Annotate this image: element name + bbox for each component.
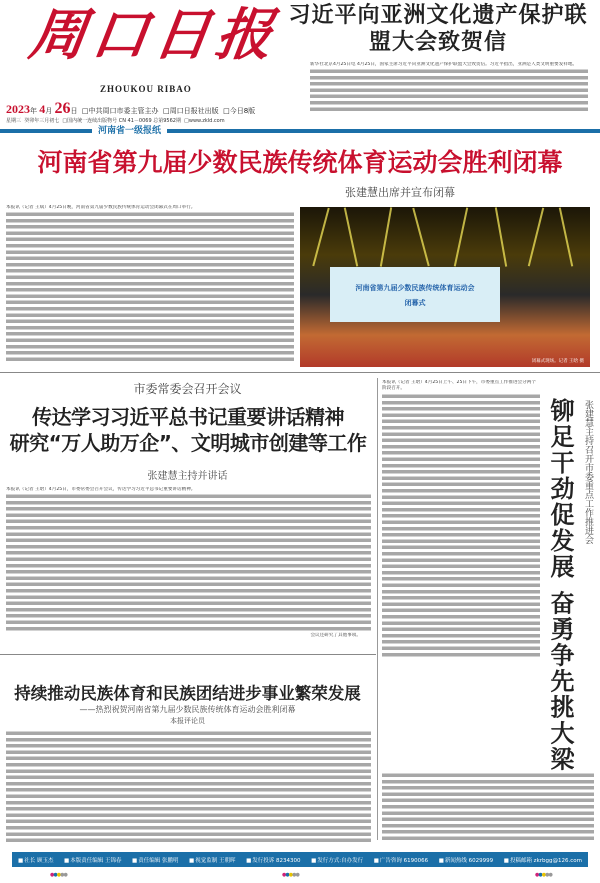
registration-mark-icon: ●●●●●: [535, 872, 552, 878]
stage-light-beam: [495, 207, 507, 266]
headline-line-2: 研究“万人助万企”、文明城市创建等工作: [9, 431, 367, 455]
year-unit: 年: [30, 107, 37, 115]
year: 2023: [6, 102, 30, 116]
top-story-body-text: 本报讯（记者 王斌）4月25日晚，河南省第九届少数民族传统体育运动会闭幕式在周口举行。: [6, 205, 196, 210]
lunar-date: 癸卯年三月初七: [24, 118, 60, 124]
stage-light-beam: [559, 207, 573, 266]
side-story-body-text: 本报讯（记者 王晗）4月25日上午、25日下午，市委重点工作推进会分两个阶段召开。: [382, 380, 536, 392]
band-label: 河南省一级报纸: [92, 126, 167, 136]
second-story-body-text: 本报讯（记者 王晗）4月25日，市委常委会召开会议，传达学习习近平总书记重要讲话精神。: [6, 487, 196, 492]
lead-headline[interactable]: 习近平向亚洲文化遗产保护联盟大会致贺信: [288, 3, 588, 55]
top-story-headline[interactable]: 河南省第九届少数民族传统体育运动会胜利闭幕: [37, 148, 563, 177]
stage-light-beam: [454, 207, 468, 266]
divider: [0, 372, 600, 373]
second-story-byline: 张建慧主持并讲话: [147, 471, 228, 482]
editorial-subheadline: ——热烈祝贺河南省第九届少数民族传统体育运动会胜利闭幕: [79, 705, 296, 714]
stage-light-beam: [344, 207, 358, 266]
screen-subtitle: 闭幕式: [404, 299, 426, 307]
day: 26: [54, 100, 71, 117]
footer-item: ■ 发行方式:自办发行: [311, 856, 363, 864]
issn: □国内统一连续出版物号 CN 41－0069 总第9562期: [62, 118, 181, 124]
footer-item: ■ 视觉监制 王朝晖: [189, 856, 235, 864]
registration-mark-icon: ●●●●●: [282, 872, 299, 878]
second-story-headline[interactable]: [0, 404, 376, 456]
footer-item: ■ 责任编辑 张鹏明: [132, 856, 178, 864]
column-divider: [377, 378, 378, 840]
screen-title: 河南省第九届少数民族传统体育运动会: [355, 284, 475, 292]
footer-item: ■ 社长 顾玉杰: [18, 856, 53, 864]
lead-body: [310, 62, 588, 116]
footer-item: ■ 新闻热线 6029999: [439, 856, 493, 864]
newspaper-logo: 周口日报: [25, 2, 283, 68]
page-count: □今日8版: [223, 107, 256, 115]
footer-item: ■ 发行投诉 8234300: [246, 856, 300, 864]
stage-screen: [330, 267, 500, 322]
top-story-subheadline: 张建慧出席并宣布闭幕: [345, 186, 455, 199]
dateline: [6, 102, 255, 117]
month-unit: 月: [45, 107, 53, 115]
footer-email-link[interactable]: ■ 投稿邮箱 zkrbgg@126.com: [504, 856, 582, 864]
stage-light-beam: [380, 207, 392, 266]
month: 4: [39, 102, 46, 116]
weekday: 星期三: [6, 118, 22, 124]
side-story-subheadline: 张建慧主持召开市委重点工作推进会: [583, 400, 593, 544]
side-story-headline[interactable]: 铆足干劲促发展 奋勇争先挑大梁: [546, 398, 574, 773]
website-link[interactable]: □www.zkld.com: [184, 118, 225, 124]
editorial-byline: 本报评论员: [170, 717, 205, 725]
top-story-body: [6, 205, 294, 367]
lead-body-text: 新华社北京4月25日电 4月25日，国家主席习近平向亚洲文化遗产保护联盟大会致贺信。习近平指出，亚洲是人类文明重要发祥地。: [310, 62, 578, 67]
top-story-body-lines: [6, 211, 294, 361]
headline-line-1: 传达学习习近平总书记重要讲话精神: [32, 405, 344, 429]
press: □周口日报社出版: [163, 107, 219, 115]
newspaper-pinyin: ZHOUKOU RIBAO: [100, 84, 192, 94]
second-story-body-lines: [6, 493, 371, 633]
side-story-body: [382, 380, 540, 660]
editorial-body-lines: [6, 730, 371, 842]
editorial-headline[interactable]: 持续推动民族体育和民族团结进步事业繁荣发展: [14, 684, 361, 703]
footer-item: ■ 本版责任编辑 王锦春: [64, 856, 121, 864]
footer-bar: [12, 852, 588, 867]
stage-light-beam: [412, 208, 429, 266]
photo-caption: 闭幕式现场。记者 王晗 摄: [531, 359, 584, 364]
stage-light-beam: [312, 208, 329, 266]
footer-item: ■ 广告咨询 6190066: [374, 856, 428, 864]
registration-mark-icon: ●●●●●: [50, 872, 67, 878]
divider: [0, 654, 376, 655]
day-unit: 日: [70, 107, 78, 115]
lead-body-lines: [310, 68, 588, 112]
side-story-body-lines: [382, 393, 540, 659]
second-story-body: [6, 487, 371, 647]
publisher: □中共周口市委主管主办: [81, 107, 159, 115]
second-story-kicker: 市委常委会召开会议: [133, 382, 242, 396]
issue-info: [6, 118, 225, 125]
closing-ceremony-photo: [300, 207, 590, 367]
stage-light-beam: [528, 208, 544, 267]
masthead-band: [0, 129, 600, 133]
side-story-continued-lines: [382, 772, 594, 840]
second-story-closing: 会议还研究了其他事项。: [310, 633, 361, 639]
